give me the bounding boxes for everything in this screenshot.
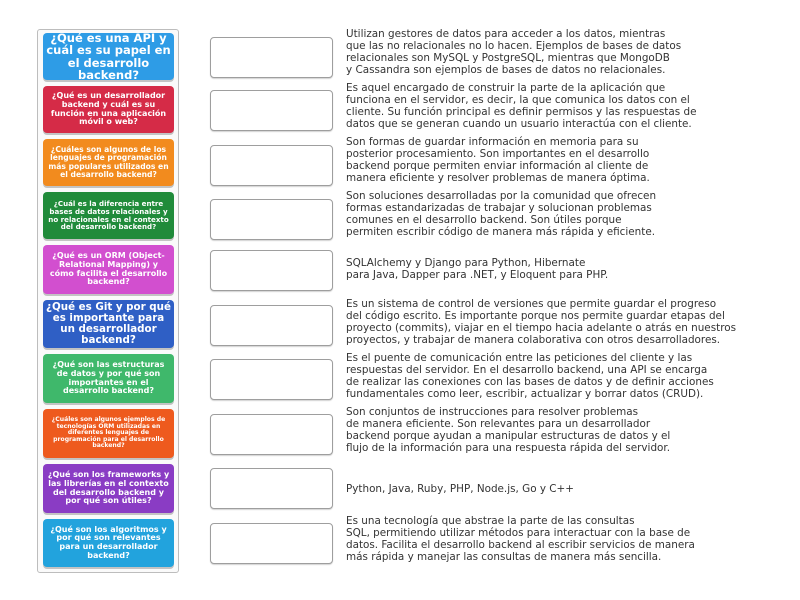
question-card-frameworks[interactable]: ¿Qué son los frameworks y las librerías en el contexto del desarrollo backend y por qué son útiles? bbox=[43, 464, 174, 513]
drop-slot-4[interactable] bbox=[210, 199, 333, 240]
question-card-algorithms[interactable]: ¿Qué son los algoritmos y por qué son relevantes para un desarrollador backend? bbox=[43, 519, 174, 567]
question-card-git[interactable]: ¿Qué es Git y por qué es importante para un desarrollador backend? bbox=[43, 300, 174, 348]
question-card-orm[interactable]: ¿Qué es un ORM (Object-Relational Mapping) y cómo facilita el desarrollo backend? bbox=[43, 245, 174, 294]
drop-slot-6[interactable] bbox=[210, 305, 333, 346]
question-card-databases[interactable]: ¿Cuál es la diferencia entre bases de datos relacionales y no relacionales en el contexto del desarrollo backend? bbox=[43, 192, 174, 239]
answer-text-orm: Es una tecnología que abstrae la parte de las consultas SQL, permitiendo utilizar métodos para interactuar con la base de datos. Facilita el desarrollo backend al escribir servicios de manera más rápida y manejar las consultas de manera más sencilla. bbox=[346, 515, 695, 563]
drop-slot-7[interactable] bbox=[210, 359, 333, 400]
question-card-backend-developer[interactable]: ¿Qué es un desarrollador backend y cuál es su función en una aplicación móvil o web? bbox=[43, 86, 174, 133]
drop-slot-3[interactable] bbox=[210, 145, 333, 186]
answer-text-backend-developer: Es aquel encargado de construir la parte de la aplicación que funciona en el servidor, es decir, la que comunica los datos con el cliente. Su función principal es definir permisos y las respuestas de datos que se generan cuando un usuario interactúa con el cliente. bbox=[346, 82, 697, 130]
answer-text-databases: Utilizan gestores de datos para acceder a los datos, mientras que las no relacionales no lo hacen. Ejemplos de bases de datos relacionales son MySQL y PostgreSQL, mientras que MongoDB y Cassandra son ejemplos de bases de datos no relacionales. bbox=[346, 28, 682, 76]
question-card-api[interactable]: ¿Qué es una API y cuál es su papel en el desarrollo backend? bbox=[43, 33, 174, 80]
drop-slot-10[interactable] bbox=[210, 523, 333, 564]
answer-text-orm-examples: SQLAlchemy y Django para Python, Hibernate para Java, Dapper para .NET, y Eloquent para PHP. bbox=[346, 257, 609, 281]
answer-text-frameworks: Son soluciones desarrolladas por la comunidad que ofrecen formas estandarizadas de trabajar y solucionan problemas comunes en el desarrollo backend. Son útiles porque permiten escribir código de manera más rápida y eficiente. bbox=[346, 190, 657, 238]
drop-slot-1[interactable] bbox=[210, 37, 333, 78]
question-card-languages[interactable]: ¿Cuáles son algunos de los lenguajes de programación más populares utilizados en el desarrollo backend? bbox=[43, 139, 174, 186]
answer-text-api: Es el puente de comunicación entre las peticiones del cliente y las respuestas del servidor. En el desarrollo backend, una API se encarga de realizar las conexiones con las bases de datos y de definir acciones fundamentales como leer, escribir, actualizar y borrar datos (CRUD). bbox=[346, 352, 714, 400]
answer-text-languages: Python, Java, Ruby, PHP, Node.js, Go y C++ bbox=[346, 483, 574, 495]
drop-slot-2[interactable] bbox=[210, 90, 333, 131]
drop-slot-8[interactable] bbox=[210, 414, 333, 455]
answer-text-git: Es un sistema de control de versiones que permite guardar el progreso del código escrito. Es importante porque nos permite guardar etapas del proyecto (commits), viajar en el tiempo hacia adelante o atrás en nuestros proyectos, y trabajar de manera colaborativa con otros desarrolladores. bbox=[346, 298, 737, 346]
question-card-data-structures[interactable]: ¿Qué son las estructuras de datos y por qué son importantes en el desarrollo backend? bbox=[43, 354, 174, 403]
question-card-orm-examples[interactable]: ¿Cuáles son algunos ejemplos de tecnologías ORM utilizadas en diferentes lenguajes de programación para el desarrollo backend? bbox=[43, 409, 174, 458]
answer-text-data-structures: Son formas de guardar información en memoria para su posterior procesamiento. Son importantes en el desarrollo backend porque permiten enviar información al cliente de manera eficiente y resolver problemas de manera óptima. bbox=[346, 136, 650, 184]
drop-slot-9[interactable] bbox=[210, 468, 333, 509]
drop-slot-5[interactable] bbox=[210, 250, 333, 291]
answer-text-algorithms: Son conjuntos de instrucciones para resolver problemas de manera eficiente. Son relevantes para un desarrollador backend porque ayudan a manipular estructuras de datos y el flujo de la información para una respuesta rápida del servidor. bbox=[346, 406, 671, 454]
